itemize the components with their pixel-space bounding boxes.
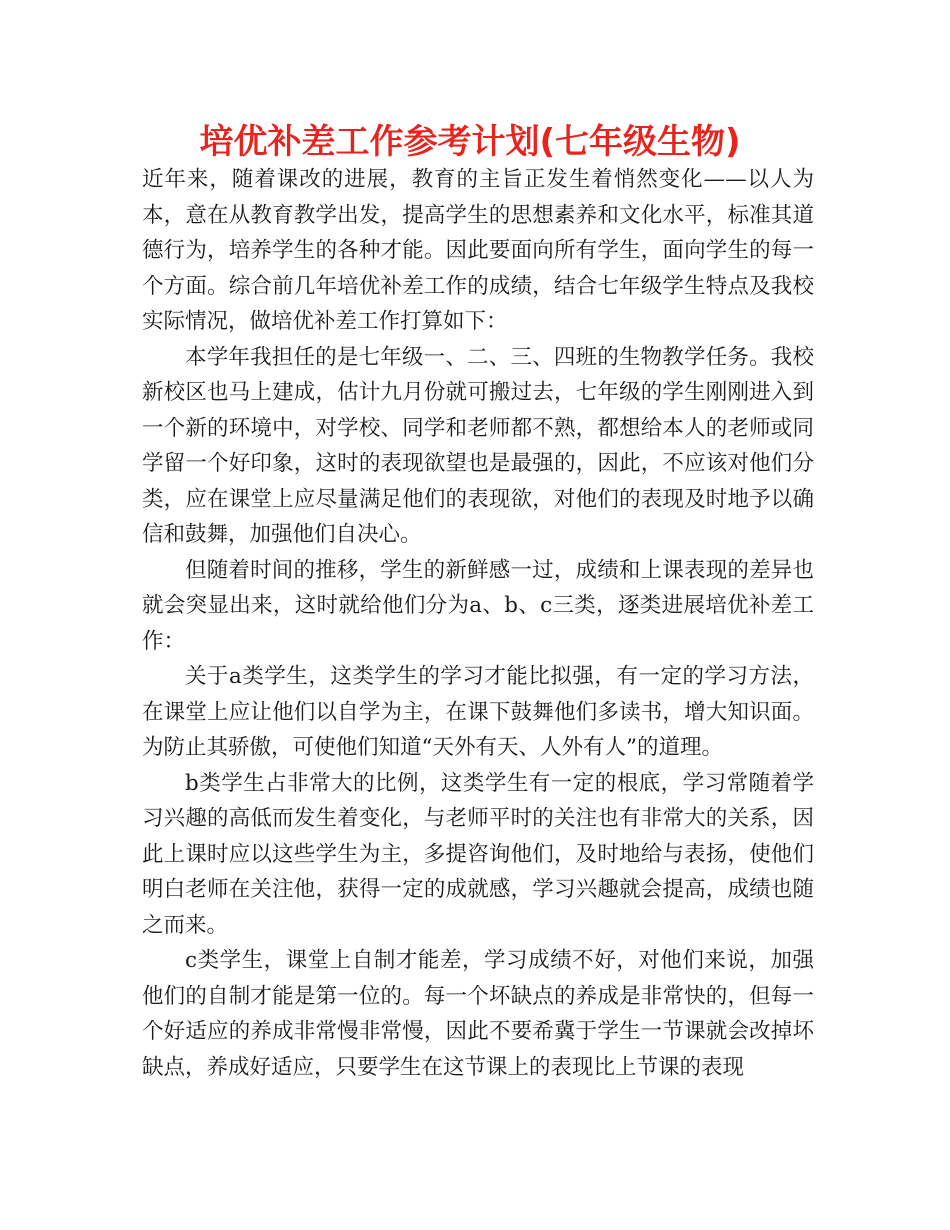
paragraph-type-c: c类学生，课堂上自制才能差，学习成绩不好，对他们来说，加强他们的自制才能是第一位的。每一个坏缺点的养成是非常快的，但每一个好适应的养成非常慢非常慢，因此不要希冀于学生一节课就会改掉坏缺点，养成好适应，只要学生在这节课上的表现比上节课的表现 (142, 948, 814, 1080)
paragraph-teaching-task: 本学年我担任的是七年级一、二、三、四班的生物教学任务。我校新校区也马上建成，估计九月份就可搬过去，七年级的学生刚刚进入到一个新的环境中，对学校、同学和老师都不熟，都想给本人的老师或同学留一个好印象，这时的表现欲望也是最强的，因此，不应该对他们分类，应在课堂上应尽量满足他们的表现欲，对他们的表现及时地予以确信和鼓舞，加强他们自决心。 (142, 344, 814, 547)
paragraph-type-b: b类学生占非常大的比例，这类学生有一定的根底，学习常随着学习兴趣的高低而发生着变化，与老师平时的关注也有非常大的关系，因此上课时应以这些学生为主，多提咨询他们，及时地给与表扬，使他们明白老师在关注他，获得一定的成就感，学习兴趣就会提高，成绩也随之而来。 (142, 770, 814, 938)
paragraph-classification: 但随着时间的推移，学生的新鲜感一过，成绩和上课表现的差异也就会突显出来，这时就给他们分为a、b、c三类，逐类进展培优补差工作： (142, 557, 814, 654)
document-body (142, 162, 814, 1085)
paragraph-intro: 近年来，随着课改的进展，教育的主旨正发生着悄然变化——以人为本，意在从教育教学出发，提高学生的思想素养和文化水平，标准其道德行为，培养学生的各种才能。因此要面向所有学生，面向学生的每一个方面。综合前几年培优补差工作的成绩，结合七年级学生特点及我校实际情况，做培优补差工作打算如下： (142, 167, 814, 334)
document-title: 培优补差工作参考计划(七年级生物) (199, 122, 741, 162)
paragraph-type-a: 关于a类学生，这类学生的学习才能比拟强，有一定的学习方法，在课堂上应让他们以自学为主，在课下鼓舞他们多读书，增大知识面。为防止其骄傲，可使他们知道“天外有天、人外有人”的道理。 (142, 664, 814, 760)
